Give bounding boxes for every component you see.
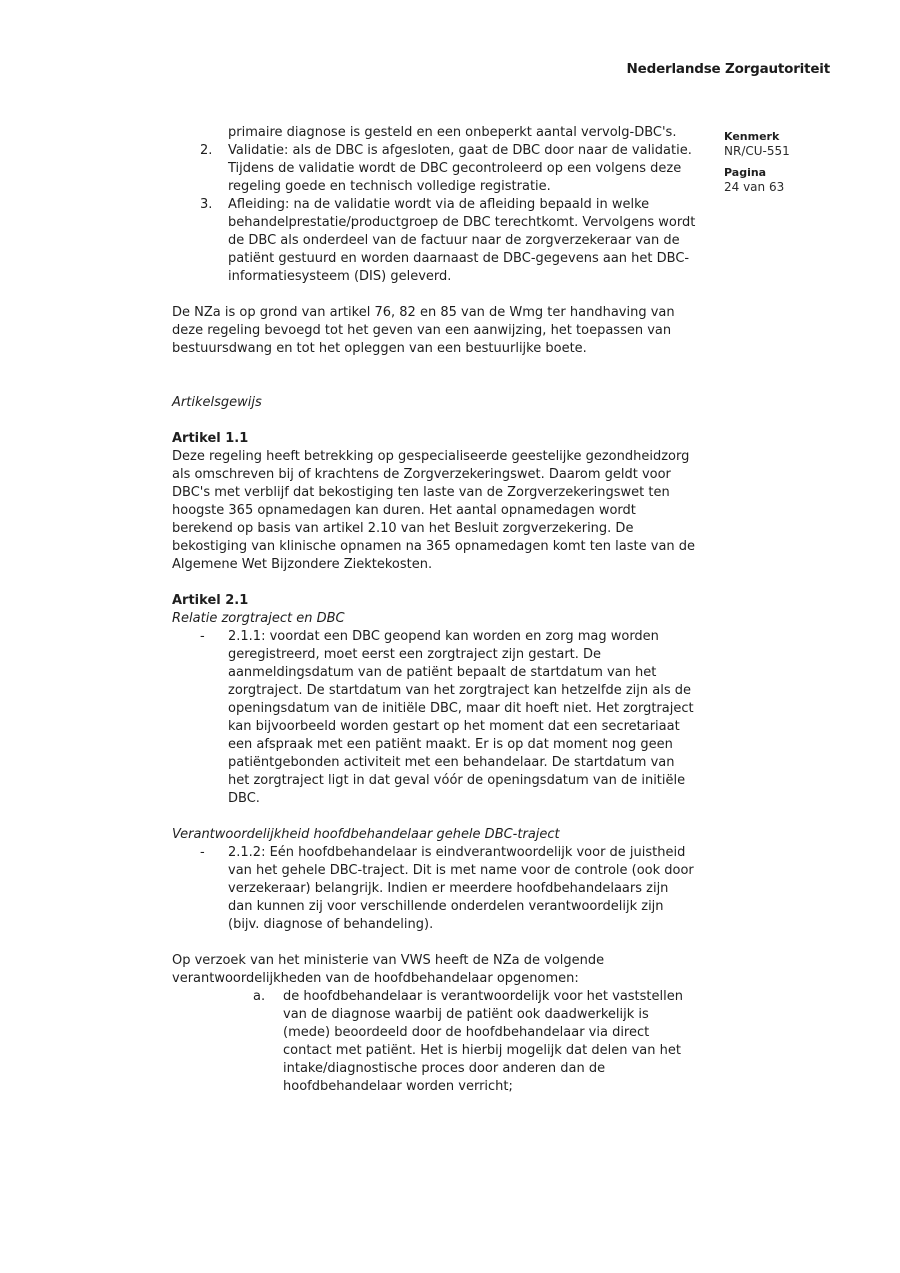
artikel-2-1-heading: Artikel 2.1 <box>172 593 249 608</box>
list-item-1-continuation: primaire diagnose is gesteld en een onbeperkt aantal vervolg-DBC's. <box>228 125 677 140</box>
meta-sidebar <box>724 130 864 202</box>
vws-paragraph: Op verzoek van het ministerie van VWS heeft de NZa de volgende verantwoordelijkheden van de hoofdbehandelaar opgenomen: <box>172 953 605 986</box>
list-item-number: 3. <box>200 197 213 212</box>
artikel-1-1-paragraph: Deze regeling heeft betrekking op gespecialiseerde geestelijke gezondheidzorg als omschreven bij of krachtens de Zorgverzekeringswet. Daarom geldt voor DBC's met verblijf dat bekostiging ten laste van de Zorgverzekeringswet ten hoogste 365 opnamedagen kan duren. Het aantal opnamedagen wordt berekend op basis van artikel 2.10 van het Besluit zorgverzekering. De bekostiging van klinische opnamen na 365 opnamedagen komt ten laste van de Algemene Wet Bijzondere Ziektekosten. <box>172 449 696 572</box>
sub-item-a <box>253 988 696 1096</box>
kenmerk-value: NR/CU-551 <box>724 144 790 158</box>
document-body <box>172 124 696 1096</box>
artikel-1-1-heading: Artikel 1.1 <box>172 431 249 446</box>
pagina-label: Pagina <box>724 166 767 179</box>
verantwoordelijkheid-subheading: Verantwoordelijkheid hoofdbehandelaar gehele DBC-traject <box>172 827 560 842</box>
dash-bullet: - <box>200 629 205 644</box>
list-item-number: 2. <box>200 143 213 158</box>
list-item-text: Validatie: als de DBC is afgesloten, gaat de DBC door naar de validatie. Tijdens de validatie wordt de DBC gecontroleerd op een volgens deze regeling goede en technisch volledige registratie. <box>228 143 692 194</box>
kenmerk-label: Kenmerk <box>724 130 780 143</box>
enforcement-paragraph: De NZa is op grond van artikel 76, 82 en 85 van de Wmg ter handhaving van deze regeling bevoegd tot het geven van een aanwijzing, het toepassen van bestuursdwang en tot het opleggen van een bestuurlijke boete. <box>172 305 675 356</box>
relatie-zorgtraject-subheading: Relatie zorgtraject en DBC <box>172 611 345 626</box>
nza-logo: Nederlandse Zorgautoriteit <box>626 61 830 77</box>
dash-bullet: - <box>200 845 205 860</box>
item-2-1-2 <box>172 844 696 934</box>
list-item-text: Afleiding: na de validatie wordt via de afleiding bepaald in welke behandelprestatie/productgroep de DBC terechtkomt. Vervolgens wordt de DBC als onderdeel van de factuur naar de zorgverzekeraar van de patiënt gestuurd en worden daarnaast de DBC-gegevens aan het DBC-informatiesysteem (DIS) geleverd. <box>228 197 696 284</box>
item-2-1-1 <box>172 628 696 808</box>
item-2-1-1-text: 2.1.1: voordat een DBC geopend kan worden en zorg mag worden geregistreerd, moet eerst een zorgtraject zijn gestart. De aanmeldingsdatum van de patiënt bepaalt de startdatum van het zorgtraject. De startdatum van het zorgtraject kan hetzelfde zijn als de openingsdatum van de initiële DBC, maar dit hoeft niet. Het zorgtraject kan bijvoorbeeld worden gestart op het moment dat een secretariaat een afspraak met een patiënt maakt. Er is op dat moment nog geen patiëntgebonden activiteit met een behandelaar. De startdatum van het zorgtraject ligt in dat geval vóór de openingsdatum van de initiële DBC. <box>228 629 694 806</box>
item-2-1-2-text: 2.1.2: Eén hoofdbehandelaar is eindverantwoordelijk voor de juistheid van het gehele DBC-traject. Dit is met name voor de controle (ook door verzekeraar) belangrijk. Indien er meerdere hoofdbehandelaars zijn dan kunnen zij voor verschillende onderdelen verantwoordelijk zijn (bijv. diagnose of behandeling). <box>228 845 694 932</box>
pagina-value: 24 van 63 <box>724 180 785 194</box>
list-item-2 <box>172 142 696 196</box>
list-item-3 <box>172 196 696 286</box>
sub-item-a-text: de hoofdbehandelaar is verantwoordelijk voor het vaststellen van de diagnose waarbij de patiënt ook daadwerkelijk is (mede) beoordeeld door de hoofdbehandelaar via direct contact met patiënt. Het is hierbij mogelijk dat delen van het intake/diagnostische proces door anderen dan de hoofdbehandelaar worden verricht; <box>283 989 683 1094</box>
sub-item-marker: a. <box>253 989 266 1004</box>
artikelsgewijs-heading: Artikelsgewijs <box>172 395 262 410</box>
